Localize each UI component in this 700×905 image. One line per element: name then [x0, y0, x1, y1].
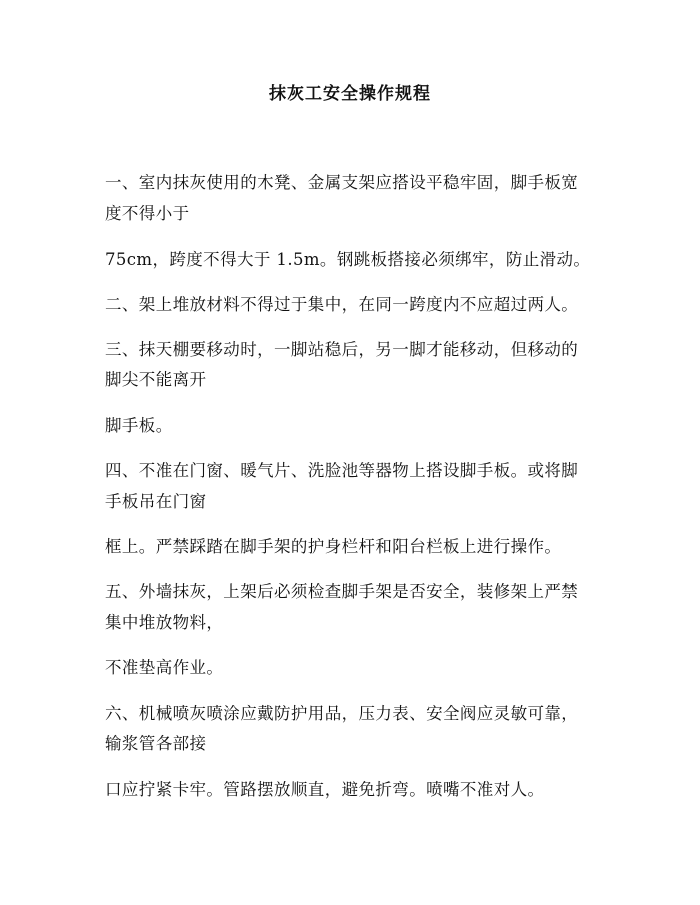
paragraph-line: 六、机械喷灰喷涂应戴防护用品，压力表、安全阀应灵敏可靠， [105, 704, 579, 723]
paragraph-line: 五、外墙抹灰，上架后必须检查脚手架是否安全，装修架上严禁 [105, 582, 579, 601]
paragraph-line: 不准垫高作业。 [105, 658, 224, 677]
paragraph-line: 75cm，跨度不得大于 1.5m。钢跳板搭接必须绑牢，防止滑动。 [105, 250, 591, 269]
paragraph-line: 二、架上堆放材料不得过于集中，在同一跨度内不应超过两人。 [105, 295, 579, 314]
paragraph-line: 框上。严禁踩踏在脚手架的护身栏杆和阳台栏板上进行操作。 [105, 537, 562, 556]
paragraph-line: 口应拧紧卡牢。管路摆放顺直，避免折弯。喷嘴不准对人。 [105, 780, 545, 799]
paragraph-line: 度不得小于 [105, 204, 190, 223]
paragraph-line: 输浆管各部接 [105, 734, 207, 753]
document-title: 抹灰工安全操作规程 [269, 84, 431, 104]
paragraph-line: 手板吊在门窗 [105, 492, 207, 511]
paragraph-line: 集中堆放物料， [105, 613, 224, 632]
paragraph-line: 三、抹天棚要移动时，一脚站稳后，另一脚才能移动，但移动的 [105, 340, 579, 359]
paragraph-line: 一、室内抹灰使用的木凳、金属支架应搭设平稳牢固，脚手板宽 [105, 173, 579, 192]
paragraph-line: 脚手板。 [105, 416, 173, 435]
paragraph-line: 脚尖不能离开 [105, 370, 207, 389]
paragraph-line: 四、不准在门窗、暖气片、洗脸池等器物上搭设脚手板。或将脚 [105, 461, 579, 480]
